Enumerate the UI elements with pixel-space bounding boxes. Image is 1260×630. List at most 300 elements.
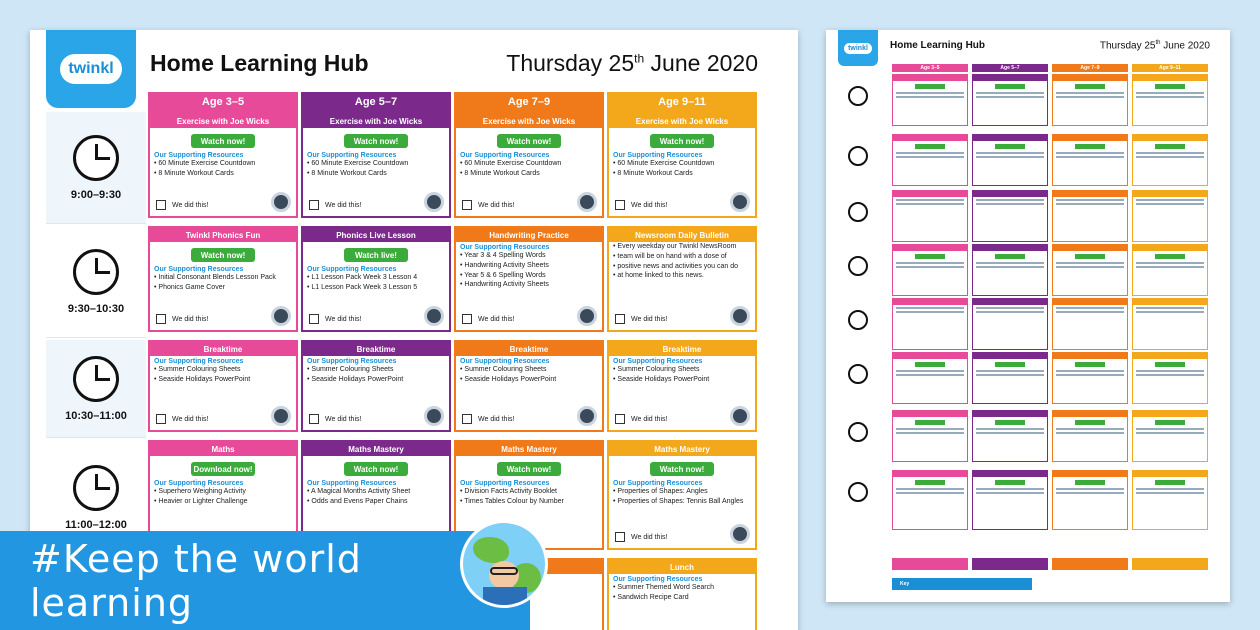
- watch-now-button[interactable]: Watch now!: [650, 462, 714, 476]
- activity-title: Exercise with Joe Wicks: [609, 114, 755, 128]
- checkbox-icon[interactable]: [462, 414, 472, 424]
- age-column-header: Age 7–9: [454, 92, 604, 112]
- resource-link[interactable]: • Seaside Holidays PowerPoint: [460, 375, 557, 383]
- activity-title-bar: [893, 299, 967, 305]
- clock-icon: [73, 356, 119, 402]
- activity-card-small: [1132, 190, 1208, 242]
- watch-now-button[interactable]: Watch now!: [497, 134, 561, 148]
- we-did-this-checkbox[interactable]: [309, 414, 361, 424]
- resource-link[interactable]: • 8 Minute Workout Cards: [154, 169, 234, 177]
- watch-now-button[interactable]: Watch now!: [344, 134, 408, 148]
- resource-link[interactable]: • Year 5 & 6 Spelling Words: [460, 271, 546, 279]
- badge-icon: [730, 524, 750, 544]
- date-suffix-sup: th: [1155, 40, 1161, 46]
- resource-link[interactable]: • Year 3 & 4 Spelling Words: [460, 252, 546, 259]
- text-line: [896, 266, 964, 268]
- activity-title: Breaktime: [456, 342, 602, 356]
- text-line: [976, 203, 1044, 205]
- resource-link[interactable]: • Properties of Shapes: Angles: [613, 488, 708, 495]
- activity-title: Maths Mastery: [303, 442, 449, 456]
- glasses-icon: [490, 567, 518, 575]
- watch-now-button[interactable]: [915, 480, 945, 485]
- banner-hashtag: #Keep the world learning: [30, 536, 362, 625]
- time-slot: [46, 226, 146, 338]
- we-did-this-checkbox[interactable]: [309, 314, 361, 324]
- checkbox-icon[interactable]: [309, 314, 319, 324]
- activity-card-small: [1052, 470, 1128, 530]
- watch-now-button[interactable]: [995, 420, 1025, 425]
- checkbox-label: We did this!: [631, 415, 668, 423]
- resource-link[interactable]: • team will be on hand with a dose of: [613, 252, 727, 260]
- resource-link[interactable]: • Properties of Shapes: Tennis Ball Angles: [613, 497, 744, 505]
- badge-icon: [730, 406, 750, 426]
- text-line: [1136, 92, 1204, 94]
- time-label: 9:00–9:30: [70, 188, 122, 201]
- we-did-this-checkbox[interactable]: [309, 200, 361, 210]
- resources-heading: Our Supporting Resources: [460, 152, 550, 159]
- resource-link[interactable]: • Handwriting Activity Sheets: [460, 261, 549, 269]
- checkbox-icon[interactable]: [156, 200, 166, 210]
- text-line: [1136, 488, 1204, 490]
- date-rest: June 2020: [644, 50, 758, 76]
- badge-icon: [730, 306, 750, 326]
- age-column-header: Age 3–5: [148, 92, 298, 112]
- text-line: [896, 199, 964, 201]
- checkbox-icon[interactable]: [462, 200, 472, 210]
- text-line: [1056, 311, 1124, 313]
- badge-icon: [271, 406, 291, 426]
- text-line: [896, 92, 964, 94]
- text-line: [976, 311, 1044, 313]
- checkbox-label: We did this!: [325, 201, 362, 209]
- checkbox-icon[interactable]: [156, 414, 166, 424]
- watch-now-button[interactable]: [1155, 144, 1185, 149]
- twinkl-logo-small: [838, 30, 878, 66]
- text-line: [1136, 311, 1204, 313]
- text-line: [1136, 374, 1204, 376]
- watch-now-button[interactable]: [995, 144, 1025, 149]
- resources-heading: Our Supporting Resources: [307, 152, 397, 159]
- resource-link[interactable]: • Summer Themed Word Search: [613, 584, 715, 591]
- text-line: [976, 199, 1044, 201]
- activity-title-bar: [973, 411, 1047, 417]
- activity-card: [607, 440, 757, 550]
- resources-heading: Our Supporting Resources: [154, 358, 244, 365]
- activity-card-small: [1132, 298, 1208, 350]
- watch-now-button[interactable]: [1155, 420, 1185, 425]
- text-line: [1056, 370, 1124, 372]
- watch-now-button[interactable]: [1075, 144, 1105, 149]
- resource-link[interactable]: • 60 Minute Exercise Countdown: [460, 160, 562, 167]
- activity-title: Twinkl Phonics Fun: [150, 228, 296, 242]
- resource-link[interactable]: • Odds and Evens Paper Chains: [307, 497, 408, 505]
- clock-icon: [848, 146, 868, 166]
- activity-title-bar: [1133, 245, 1207, 251]
- activity-title-bar: [973, 299, 1047, 305]
- watch-now-button[interactable]: [995, 84, 1025, 89]
- resource-link[interactable]: • Seaside Holidays PowerPoint: [613, 375, 710, 383]
- text-line: [976, 370, 1044, 372]
- date-prefix: Thursday 25: [1099, 40, 1156, 52]
- we-did-this-checkbox[interactable]: [615, 314, 667, 324]
- activity-card-small: [892, 352, 968, 404]
- time-label: 10:30–11:00: [65, 409, 127, 422]
- resource-link[interactable]: • 60 Minute Exercise Countdown: [154, 160, 256, 167]
- resource-link[interactable]: • Heavier or Lighter Challenge: [154, 497, 248, 505]
- we-did-this-checkbox[interactable]: [462, 200, 514, 210]
- activity-title: Maths: [150, 442, 296, 456]
- checkbox-label: We did this!: [631, 201, 668, 209]
- badge-icon: [271, 192, 291, 212]
- badge-icon: [577, 306, 597, 326]
- resources-heading: Our Supporting Resources: [307, 266, 397, 273]
- watch-now-button[interactable]: Watch now!: [191, 134, 255, 148]
- checkbox-icon[interactable]: [615, 200, 625, 210]
- resource-link[interactable]: • at home linked to this news.: [613, 272, 704, 280]
- we-did-this-checkbox[interactable]: [615, 200, 667, 210]
- text-line: [1056, 152, 1124, 154]
- watch-now-button[interactable]: [1155, 362, 1185, 367]
- text-line: [1056, 428, 1124, 430]
- resource-link[interactable]: • A Magical Months Activity Sheet: [307, 488, 411, 495]
- watch-now-button[interactable]: [915, 254, 945, 259]
- text-line: [976, 432, 1044, 434]
- activity-card-small: [1052, 352, 1128, 404]
- resource-link[interactable]: • 8 Minute Workout Cards: [460, 169, 540, 177]
- resource-link[interactable]: • 60 Minute Exercise Countdown: [613, 160, 715, 167]
- text-line: [1056, 199, 1124, 201]
- clock-icon: [848, 364, 868, 384]
- age-column-header-small: Age 3–5: [892, 64, 968, 72]
- age-column-header-small: Age 9–11: [1132, 64, 1208, 72]
- activity-title-bar: [1053, 353, 1127, 359]
- resources-heading: Our Supporting Resources: [460, 244, 550, 251]
- text-line: [1056, 96, 1124, 98]
- activity-card-small: [972, 298, 1048, 350]
- checkbox-label: We did this!: [631, 315, 668, 323]
- resources-heading: Our Supporting Resources: [613, 152, 703, 159]
- text-line: [896, 374, 964, 376]
- we-did-this-checkbox[interactable]: [462, 314, 514, 324]
- activity-title-bar: [893, 135, 967, 141]
- we-did-this-checkbox[interactable]: [156, 414, 208, 424]
- activity-title: Phonics Live Lesson: [303, 228, 449, 242]
- activity-title-bar: [973, 75, 1047, 81]
- resource-link[interactable]: • Summer Colouring Sheets: [613, 366, 700, 373]
- resources-heading: Our Supporting Resources: [307, 358, 397, 365]
- activity-title-bar: [893, 191, 967, 197]
- date-rest: June 2020: [1160, 40, 1210, 52]
- keep-learning-banner: [0, 531, 530, 630]
- text-line: [1136, 96, 1204, 98]
- text-line: [896, 488, 964, 490]
- watch-now-button[interactable]: [915, 362, 945, 367]
- activity-title: Maths Mastery: [609, 442, 755, 456]
- clock-icon: [848, 202, 868, 222]
- activity-title: Lunch: [609, 560, 755, 574]
- resource-link[interactable]: • Phonics Game Cover: [154, 283, 225, 291]
- activity-title-bar: [973, 353, 1047, 359]
- text-line: [896, 156, 964, 158]
- activity-card-small: [1052, 410, 1128, 462]
- activity-card-small: [1132, 134, 1208, 186]
- activity-title-bar: [973, 471, 1047, 477]
- activity-title-bar: [1053, 299, 1127, 305]
- text-line: [896, 203, 964, 205]
- activity-title: Exercise with Joe Wicks: [303, 114, 449, 128]
- activity-card-small: [1132, 352, 1208, 404]
- text-line: [1056, 203, 1124, 205]
- resource-link[interactable]: • 8 Minute Workout Cards: [613, 169, 693, 177]
- activity-card: [607, 558, 757, 630]
- resource-link[interactable]: • L1 Lesson Pack Week 3 Lesson 4: [307, 274, 418, 281]
- resource-link[interactable]: • positive news and activities you can do: [613, 262, 739, 270]
- activity-title-bar: [1053, 75, 1127, 81]
- activity-card-small: [972, 352, 1048, 404]
- checkbox-icon[interactable]: [309, 414, 319, 424]
- page-date: [506, 50, 758, 77]
- activity-title-bar: [1133, 353, 1207, 359]
- activity-title-bar: [1053, 191, 1127, 197]
- resources-heading: Our Supporting Resources: [307, 480, 397, 487]
- activity-card: [301, 226, 451, 332]
- activity-card-small: [1052, 244, 1128, 296]
- text-line: [976, 96, 1044, 98]
- text-line: [1056, 432, 1124, 434]
- resource-link[interactable]: • Sandwich Recipe Card: [613, 593, 689, 601]
- checkbox-icon[interactable]: [615, 314, 625, 324]
- activity-title: Maths Mastery: [456, 442, 602, 456]
- checkbox-label: We did this!: [478, 201, 515, 209]
- activity-card-small: [892, 190, 968, 242]
- text-line: [1136, 156, 1204, 158]
- clock-icon: [73, 249, 119, 295]
- text-line: [1056, 492, 1124, 494]
- watch-now-button[interactable]: Watch now!: [191, 248, 255, 262]
- activity-card: [454, 112, 604, 218]
- checkbox-icon[interactable]: [156, 314, 166, 324]
- watch-now-button[interactable]: [1155, 480, 1185, 485]
- clock-icon: [848, 256, 868, 276]
- resource-link[interactable]: • Handwriting Activity Sheets: [460, 281, 549, 289]
- activity-card: [607, 340, 757, 432]
- text-line: [976, 152, 1044, 154]
- activity-title-bar: [1053, 471, 1127, 477]
- text-line: [896, 428, 964, 430]
- watch-now-button[interactable]: [995, 362, 1025, 367]
- time-label: 11:00–12:00: [65, 518, 127, 531]
- activity-card: [301, 112, 451, 218]
- checkbox-label: We did this!: [478, 315, 515, 323]
- clock-icon: [848, 310, 868, 330]
- text-line: [1136, 203, 1204, 205]
- watch-now-button[interactable]: Watch now!: [650, 134, 714, 148]
- watch-now-button[interactable]: [1155, 84, 1185, 89]
- activity-title-bar: [1133, 75, 1207, 81]
- text-line: [896, 152, 964, 154]
- text-line: [1136, 307, 1204, 309]
- checkbox-icon[interactable]: [615, 414, 625, 424]
- text-line: [1136, 262, 1204, 264]
- text-line: [1136, 370, 1204, 372]
- watch-now-button[interactable]: [915, 84, 945, 89]
- resource-link[interactable]: • Times Tables Colour by Number: [460, 497, 564, 505]
- activity-title-bar: [973, 245, 1047, 251]
- we-did-this-checkbox[interactable]: [156, 314, 208, 324]
- activity-card: [148, 340, 298, 432]
- activity-card-small: [1132, 470, 1208, 530]
- age-column-header-small: Age 7–9: [1052, 64, 1128, 72]
- text-line: [1056, 266, 1124, 268]
- twinkl-logo: [46, 30, 136, 108]
- resource-link[interactable]: • Superhero Weighing Activity: [154, 488, 246, 495]
- watch-now-button[interactable]: [1075, 362, 1105, 367]
- watch-now-button[interactable]: Watch live!: [344, 248, 408, 262]
- activity-card-small: [972, 74, 1048, 126]
- we-did-this-checkbox[interactable]: [615, 532, 667, 542]
- activity-card-small: [1132, 244, 1208, 296]
- resource-link[interactable]: • 60 Minute Exercise Countdown: [307, 160, 409, 167]
- resources-heading: Our Supporting Resources: [460, 358, 550, 365]
- activity-title-bar: [893, 411, 967, 417]
- resource-link[interactable]: • Seaside Holidays PowerPoint: [154, 375, 251, 383]
- activity-card-small: [892, 244, 968, 296]
- resources-heading: Our Supporting Resources: [154, 152, 244, 159]
- learning-hub-sheet-thumbnail: [826, 30, 1230, 602]
- text-line: [1056, 307, 1124, 309]
- resources-heading: Our Supporting Resources: [154, 480, 244, 487]
- resources-heading: Our Supporting Resources: [460, 480, 550, 487]
- checkbox-icon[interactable]: [462, 314, 472, 324]
- time-slot: [46, 340, 146, 438]
- watch-now-button[interactable]: [995, 254, 1025, 259]
- activity-title-bar: [893, 245, 967, 251]
- activity-title: Exercise with Joe Wicks: [150, 114, 296, 128]
- we-did-this-checkbox[interactable]: [615, 414, 667, 424]
- activity-card-small: [1052, 74, 1128, 126]
- checkbox-label: We did this!: [172, 201, 209, 209]
- checkbox-icon[interactable]: [309, 200, 319, 210]
- activity-card-small: [1052, 190, 1128, 242]
- activity-title-bar: [1053, 245, 1127, 251]
- text-line: [1136, 492, 1204, 494]
- checkbox-label: We did this!: [325, 315, 362, 323]
- resource-link[interactable]: • Summer Colouring Sheets: [154, 366, 241, 373]
- text-line: [976, 92, 1044, 94]
- watch-now-button[interactable]: [995, 480, 1025, 485]
- activity-title: Breaktime: [150, 342, 296, 356]
- activity-title-bar: [1133, 471, 1207, 477]
- activity-title: Exercise with Joe Wicks: [456, 114, 602, 128]
- text-line: [1056, 374, 1124, 376]
- resource-link[interactable]: • Summer Colouring Sheets: [307, 366, 394, 373]
- resources-heading: Our Supporting Resources: [154, 266, 244, 273]
- age-column-header: Age 5–7: [301, 92, 451, 112]
- text-line: [976, 488, 1044, 490]
- resource-link[interactable]: • Seaside Holidays PowerPoint: [307, 375, 404, 383]
- checkbox-label: We did this!: [172, 415, 209, 423]
- activity-card: [148, 226, 298, 332]
- text-line: [1136, 199, 1204, 201]
- watch-now-button[interactable]: [1075, 254, 1105, 259]
- text-line: [1136, 432, 1204, 434]
- watch-now-button[interactable]: [1075, 480, 1105, 485]
- activity-card: [301, 340, 451, 432]
- resource-link[interactable]: • Every weekday our Twinkl NewsRoom: [613, 243, 737, 250]
- watch-now-button[interactable]: [1075, 84, 1105, 89]
- watch-now-button[interactable]: Watch now!: [497, 462, 561, 476]
- time-slot: [46, 112, 146, 224]
- activity-title-bar: [1053, 135, 1127, 141]
- checkbox-icon[interactable]: [615, 532, 625, 542]
- badge-icon: [730, 192, 750, 212]
- text-line: [896, 307, 964, 309]
- text-line: [896, 311, 964, 313]
- resource-link[interactable]: • L1 Lesson Pack Week 3 Lesson 5: [307, 283, 418, 291]
- activity-card-small: [972, 470, 1048, 530]
- text-line: [896, 370, 964, 372]
- activity-title-bar: [973, 191, 1047, 197]
- watch-now-button[interactable]: [915, 420, 945, 425]
- checkbox-label: We did this!: [172, 315, 209, 323]
- date-suffix-sup: th: [634, 51, 645, 66]
- activity-card-small: [1052, 134, 1128, 186]
- resources-heading: Our Supporting Resources: [613, 358, 703, 365]
- resource-link[interactable]: • Summer Colouring Sheets: [460, 366, 547, 373]
- text-line: [1136, 152, 1204, 154]
- text-line: [976, 492, 1044, 494]
- watch-now-button[interactable]: [1075, 420, 1105, 425]
- resource-link[interactable]: • Initial Consonant Blends Lesson Pack: [154, 274, 276, 281]
- text-line: [1056, 488, 1124, 490]
- activity-card: [607, 226, 757, 332]
- time-label: 9:30–10:30: [67, 302, 125, 315]
- activity-title-bar: [973, 135, 1047, 141]
- watch-now-button[interactable]: [1155, 254, 1185, 259]
- activity-title-bar: [1133, 411, 1207, 417]
- badge-icon: [577, 406, 597, 426]
- resource-link[interactable]: • Division Facts Activity Booklet: [460, 488, 557, 495]
- daily-links-footer: [892, 558, 968, 570]
- text-line: [976, 156, 1044, 158]
- activity-card-small: [1132, 74, 1208, 126]
- watch-now-button[interactable]: [915, 144, 945, 149]
- date-prefix: Thursday 25: [506, 50, 635, 76]
- checkbox-label: We did this!: [631, 533, 668, 541]
- resource-link[interactable]: • 8 Minute Workout Cards: [307, 169, 387, 177]
- activity-title: Newsroom Daily Bulletin: [609, 228, 755, 242]
- activity-title-bar: [1133, 299, 1207, 305]
- daily-links-footer: [1132, 558, 1208, 570]
- key-bar: Key: [892, 578, 1032, 590]
- we-did-this-checkbox[interactable]: [156, 200, 208, 210]
- activity-title: Breaktime: [609, 342, 755, 356]
- we-did-this-checkbox[interactable]: [462, 414, 514, 424]
- logo-text: twinkl: [60, 54, 122, 84]
- watch-now-button[interactable]: Download now!: [191, 462, 255, 476]
- text-line: [896, 262, 964, 264]
- activity-title: Breaktime: [303, 342, 449, 356]
- checkbox-label: We did this!: [325, 415, 362, 423]
- badge-icon: [271, 306, 291, 326]
- watch-now-button[interactable]: Watch now!: [344, 462, 408, 476]
- activity-title-bar: [1133, 135, 1207, 141]
- text-line: [976, 307, 1044, 309]
- text-line: [1136, 266, 1204, 268]
- activity-card-small: [892, 470, 968, 530]
- activity-card-small: [892, 74, 968, 126]
- activity-title-bar: [893, 471, 967, 477]
